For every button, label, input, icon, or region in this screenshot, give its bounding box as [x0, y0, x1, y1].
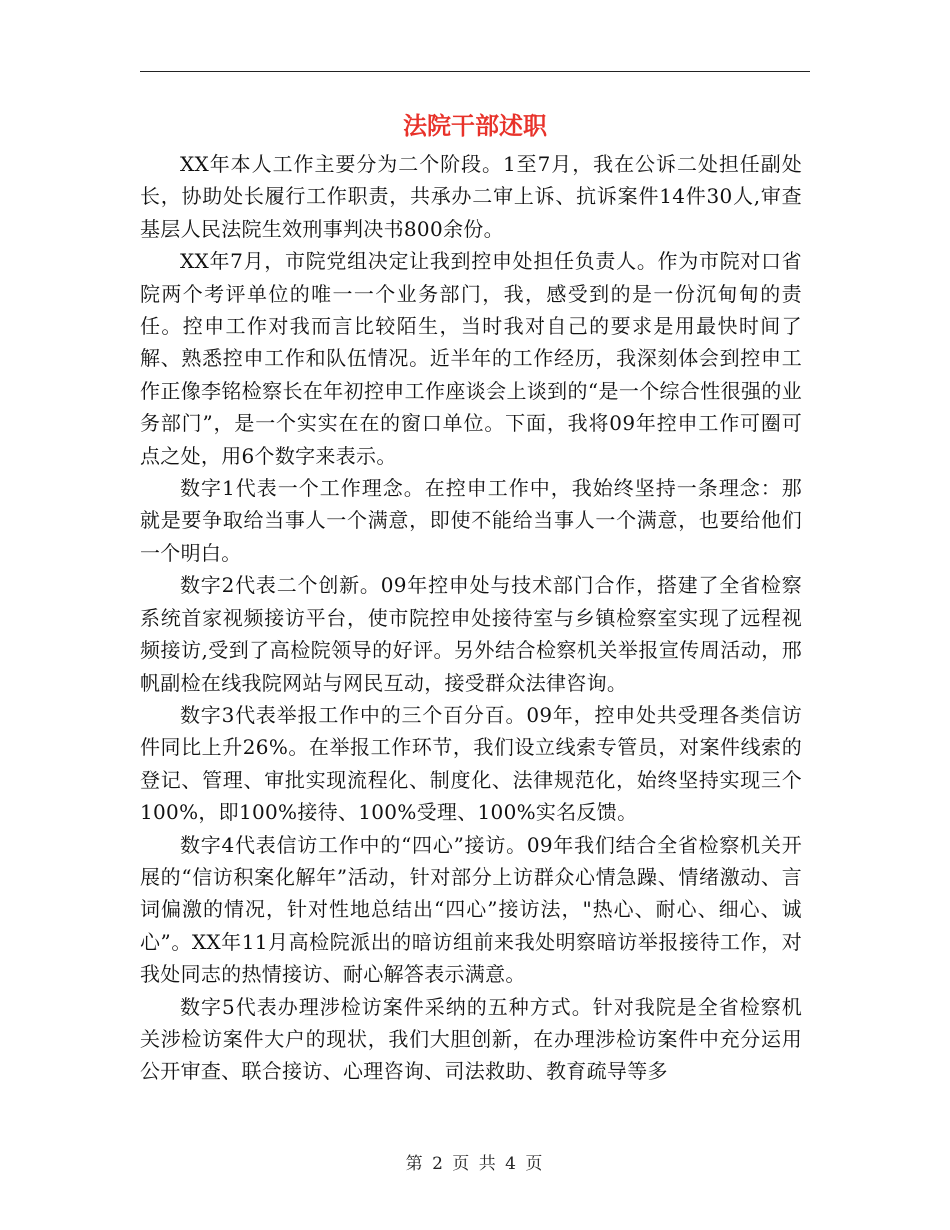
page-footer: 第 2 页 共 4 页	[405, 1154, 545, 1174]
paragraph-3: 数字1代表一个工作理念。在控申工作中，我始终坚持一条理念：那就是要争取给当事人一个满意，即使不能给当事人一个满意，也要给他们一个明白。	[140, 476, 802, 565]
paragraph-4: 数字2代表二个创新。09年控申处与技术部门合作，搭建了全省检察系统首家视频接访平台，使市院控申处接待室与乡镇检察室实现了远程视频接访,受到了高检院领导的好评。另外结合检察机关举报宣传周活动，邢帆副检在线我院网站与网民互动，接受群众法律咨询。	[140, 573, 802, 695]
document-title: 法院干部述职	[403, 112, 547, 140]
paragraph-7: 数字5代表办理涉检访案件采纳的五种方式。针对我院是全省检察机关涉检访案件大户的现状，我们大胆创新，在办理涉检访案件中充分运用公开审查、联合接访、心理咨询、司法救助、教育疏导等多	[140, 994, 802, 1084]
paragraph-1: XX年本人工作主要分为二个阶段。1至7月，我在公诉二处担任副处长，协助处长履行工作职责，共承办二审上诉、抗诉案件14件30人,审查基层人民法院生效刑事判决书800余份。	[140, 152, 802, 241]
paragraph-5: 数字3代表举报工作中的三个百分百。09年，控申处共受理各类信访件同比上升26%。在举报工作环节，我们设立线索专管员，对案件线索的登记、管理、审批实现流程化、制度化、法律规范化，始终坚持实现三个100%，即100%接待、100%受理、100%实名反馈。	[140, 702, 802, 825]
document-body	[140, 148, 802, 1088]
paragraph-6: 数字4代表信访工作中的“四心”接访。09年我们结合全省检察机关开展的“信访积案化解年”活动，针对部分上访群众心情急躁、情绪激动、言词偏激的情况，针对性地总结出“四心”接访法，"热心、耐心、细心、诚心”。XX年11月高检院派出的暗访组前来我处明察暗访举报接待工作，对我处同志的热情接访、耐心解答表示满意。	[140, 832, 802, 987]
header-rule	[140, 71, 810, 72]
paragraph-2: XX年7月，市院党组决定让我到控申处担任负责人。作为市院对口省院两个考评单位的唯一一个业务部门，我，感受到的是一份沉甸甸的责任。控申工作对我而言比较陌生，当时我对自己的要求是用最快时间了解、熟悉控申工作和队伍情况。近半年的工作经历，我深刻体会到控申工作正像李铭检察长在年初控申工作座谈会上谈到的“是一个综合性很强的业务部门”，是一个实实在在的窗口单位。下面，我将09年控申工作可圈可点之处，用6个数字来表示。	[140, 249, 802, 468]
